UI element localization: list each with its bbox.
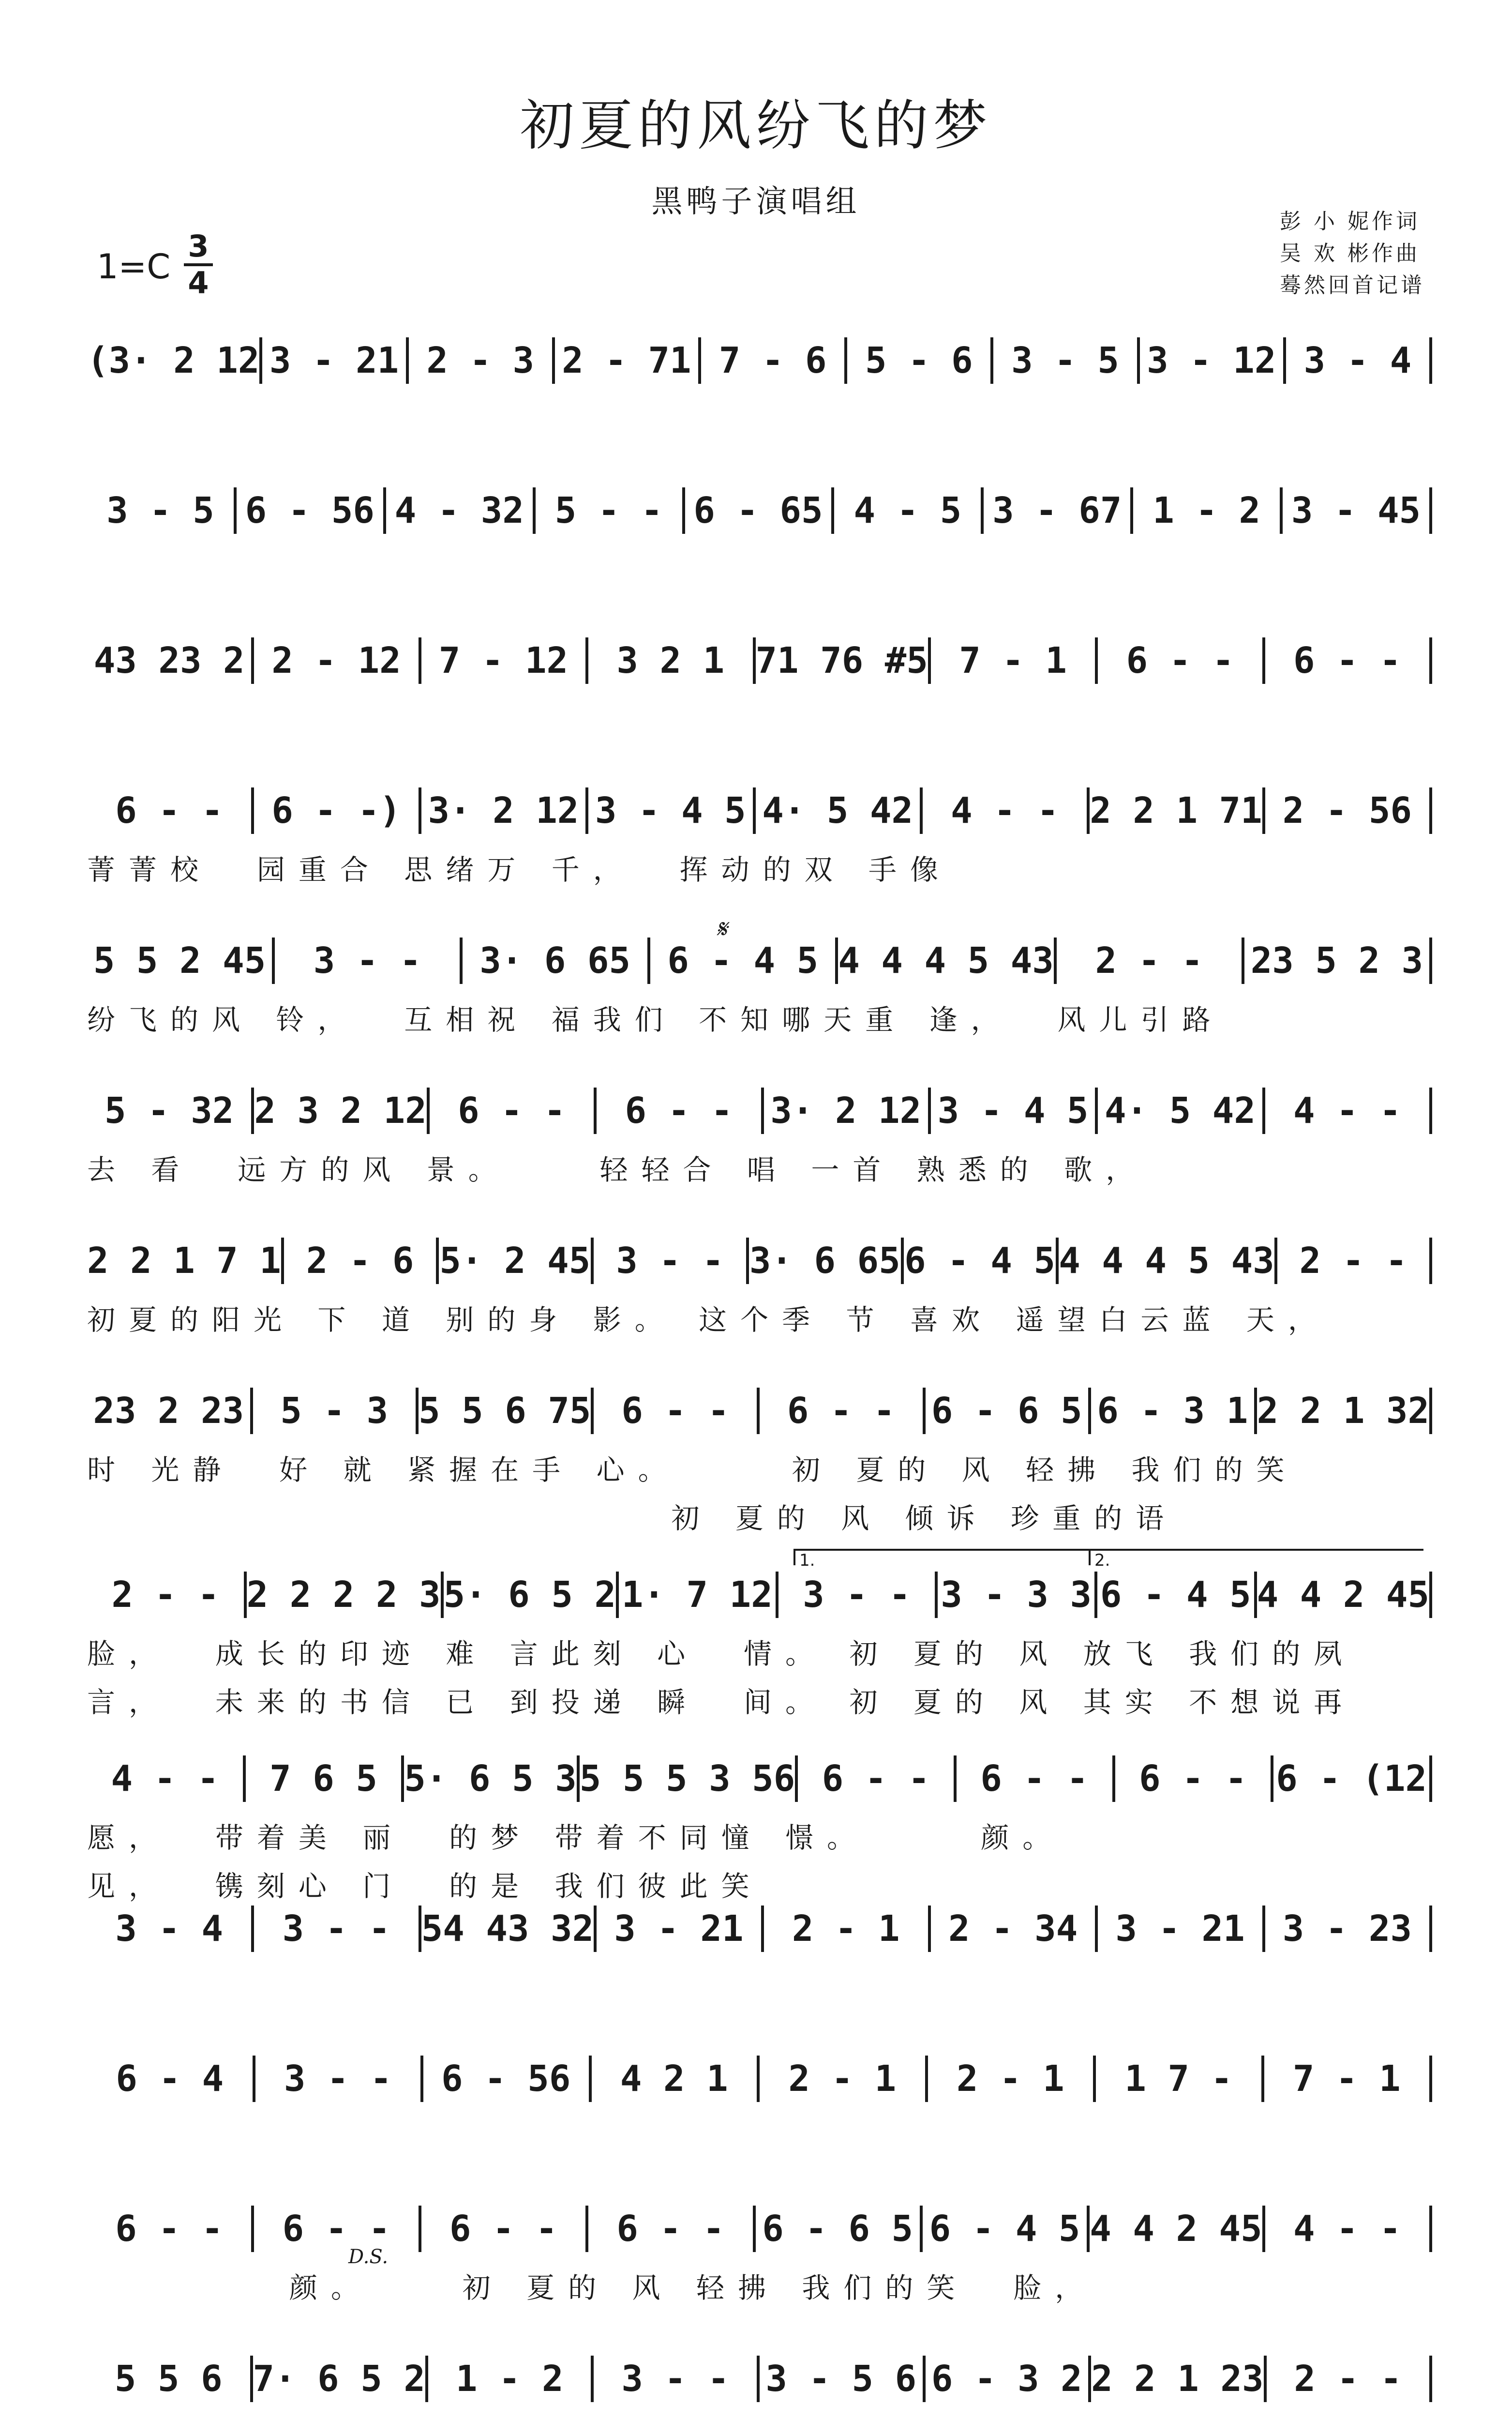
measure: 5 - -: [554, 490, 663, 531]
notation-line: [87, 1084, 1432, 1137]
measure: 2 - -: [1294, 2358, 1402, 2400]
measure: 6 - -: [616, 2208, 725, 2250]
measure: 2 2 1 7 1: [87, 1240, 281, 1282]
measure: 2 - -: [1095, 940, 1203, 982]
measure: 6 - 56: [441, 2058, 571, 2100]
measure: 1 7 -: [1124, 2058, 1233, 2100]
notation-line: [87, 1902, 1432, 1955]
notation-line: [87, 934, 1432, 987]
measure: 3 - 5: [106, 490, 214, 531]
lyric-line: 去 看 远方的风 景。 轻轻合 唱 一首 熟悉的 歌，: [87, 1153, 1148, 1186]
measure: 5· 6 5 2: [443, 1574, 616, 1616]
lyric-line: [87, 2415, 1432, 2420]
measure: 2 - 71: [562, 340, 691, 381]
barline: [1429, 637, 1432, 684]
measure: 3 - -: [803, 1574, 911, 1616]
notation-line: [87, 334, 1432, 387]
measure: 3 - 21: [269, 340, 399, 381]
barline: [1429, 1388, 1432, 1434]
lyricist-credit: 彭 小 妮作词: [1280, 209, 1420, 234]
measure: 4 4 2 45: [1090, 2208, 1262, 2250]
lyric-line: 菁菁校 园重合 思绪万 千， 挥动的双 手像: [87, 853, 952, 886]
measure: 4· 5 42: [762, 790, 913, 832]
measure: 6 - -: [980, 1758, 1089, 1800]
measure: 4 - -: [1293, 1090, 1401, 1132]
measure: 6 - 4 5: [904, 1240, 1056, 1282]
measure: 2 - 6: [306, 1240, 414, 1282]
notation-line: [87, 484, 1432, 537]
measure: 6 - -: [458, 1090, 566, 1132]
measure: 6 - -: [1139, 1758, 1247, 1800]
measure: 5 5 2 45: [93, 940, 266, 982]
notation-line: [87, 2202, 1432, 2255]
transcriber-credit: 蓦然回首记谱: [1280, 273, 1425, 298]
measure: 3 - 21: [1115, 1908, 1245, 1950]
measure: 3 - 4 5: [595, 790, 746, 832]
notation-line: [87, 1384, 1432, 1437]
measure: 54 43 32: [421, 1908, 594, 1950]
notation-line: [87, 2052, 1432, 2105]
measure: 6 - 6 5: [762, 2208, 913, 2250]
time-denominator: 4: [188, 265, 209, 301]
measure: 7 - 12: [438, 640, 569, 681]
measure: 2 - 1: [788, 2058, 897, 2100]
measure: 2 - -: [111, 1574, 220, 1616]
measure: 2 3 2 12: [254, 1090, 427, 1132]
measure: 3 - -: [282, 1908, 390, 1950]
notation-line: [87, 1568, 1432, 1621]
measure: 4 - 5: [853, 490, 962, 531]
barline: [1429, 2206, 1432, 2252]
measure: 2 2 1 23: [1091, 2358, 1264, 2400]
measure: 23 2 23: [93, 1390, 244, 1432]
time-numerator: 3: [184, 231, 213, 266]
measure: 6 - -: [1293, 640, 1401, 681]
barline: [1429, 2056, 1432, 2102]
lyric-line: 纷飞的风 铃， 互相祝 福我们 不知哪天重 逢， 风儿引路: [87, 1003, 1224, 1036]
measure: 5· 2 45: [439, 1240, 591, 1282]
measure: 2 - 1: [792, 1908, 900, 1950]
measure: 3 - 12: [1147, 340, 1276, 381]
time-signature: [184, 228, 213, 301]
performer: 黑鸭子演唱组: [651, 184, 861, 220]
lyric-line: 愿， 带着美 丽 的梦 带着不同憧 憬。 颜。: [87, 1821, 1064, 1854]
measure: 3 - -: [621, 2358, 730, 2400]
measure: 1 - 2: [455, 2358, 564, 2400]
key-signature: 1=C: [97, 247, 171, 287]
measure: 2 - 1: [956, 2058, 1064, 2100]
barline: [1429, 2356, 1432, 2402]
measure: 6 - -: [625, 1090, 733, 1132]
measure: 6 - 4 5: [1100, 1574, 1251, 1616]
measure: 5 5 6: [114, 2358, 223, 2400]
measure: 2 - 34: [948, 1908, 1078, 1950]
measure: 5 - 6: [865, 340, 973, 381]
measure: 3 - 5 6: [765, 2358, 917, 2400]
measure: 1· 7 12: [621, 1574, 773, 1616]
lyric-line: 颜。 初 夏的 风 轻拂 我们的笑 脸，: [87, 2271, 1097, 2304]
measure: 6 - 6 5: [931, 1390, 1082, 1432]
barline: [1429, 1572, 1432, 1618]
measure: 23 5 2 3: [1250, 940, 1423, 982]
measure: 2 2 2 2 3: [246, 1574, 441, 1616]
measure: 3 - 4 5: [937, 1090, 1089, 1132]
ds-mark: D.S.: [348, 2246, 389, 2268]
measure: 5· 6 5 3: [404, 1758, 577, 1800]
notation-line: [87, 1752, 1432, 1805]
measure: 7 - 1: [1292, 2058, 1401, 2100]
measure: 7 - 1: [959, 640, 1067, 681]
measure: 43 23 2: [93, 640, 245, 681]
lyric-line: 初 夏的 风 倾诉 珍重的语: [87, 1502, 1178, 1535]
measure: 6 - -: [621, 1390, 730, 1432]
measure: 4· 5 42: [1105, 1090, 1256, 1132]
measure: 6 - -: [787, 1390, 895, 1432]
measure: 3· 2 12: [770, 1090, 922, 1132]
composer-credit: 吴 欢 彬作曲: [1280, 241, 1420, 266]
measure: 3 - 4: [115, 1908, 224, 1950]
measure: 3 - 5: [1011, 340, 1119, 381]
measure: 5 5 5 3 56: [579, 1758, 795, 1800]
measure: 4 4 2 45: [1257, 1574, 1430, 1616]
measure: 3 - -: [313, 940, 421, 982]
measure: 7 6 5: [269, 1758, 377, 1800]
lyric-line: 时 光静 好 就 紧握在手 心。 初 夏的 风 轻拂 我们的笑: [87, 1453, 1298, 1486]
measure: 4 2 1: [620, 2058, 728, 2100]
measure: 6 - 4: [116, 2058, 224, 2100]
measure: 6 - 4 5: [929, 2208, 1080, 2250]
measure: 6 - 3 1: [1097, 1390, 1248, 1432]
measure: 4 4 4 5 43: [838, 940, 1054, 982]
measure: 7 - 6: [719, 340, 827, 381]
measure: 6 - 56: [245, 490, 374, 531]
measure: 6 - 3 2: [931, 2358, 1082, 2400]
measure: 6 - -): [271, 790, 401, 832]
barline: [1429, 487, 1432, 534]
song-title: 初夏的风纷飞的梦: [520, 94, 992, 157]
measure: 3· 6 65: [479, 940, 631, 982]
measure: 6 - 4 5: [667, 940, 819, 982]
volta-1: 1.: [793, 1549, 1099, 1565]
measure: 5 5 6 75: [419, 1390, 591, 1432]
measure: 3· 2 12: [428, 790, 579, 832]
lyric-line: 初夏的阳光 下 道 别的身 影。 这个季 节 喜欢 遥望白云蓝 天，: [87, 1303, 1330, 1336]
lyric-line: 脸， 成长的印迹 难 言此刻 心 情。 初 夏的 风 放飞 我们的夙: [87, 1637, 1356, 1670]
measure: 3 - 45: [1291, 490, 1421, 531]
measure: 3 - 67: [992, 490, 1122, 531]
measure: 3· 6 65: [749, 1240, 900, 1282]
notation-line: [87, 634, 1432, 687]
segno-mark: 𝄋: [716, 915, 727, 944]
measure: 6 - -: [282, 2208, 390, 2250]
measure: 71 76 #5: [755, 640, 928, 681]
measure: 6 - -: [115, 790, 224, 832]
measure: 3 - -: [284, 2058, 392, 2100]
measure: 6 - -: [449, 2208, 557, 2250]
measure: 3 - 4: [1303, 340, 1412, 381]
measure: 4 - 32: [394, 490, 524, 531]
barline: [1429, 1088, 1432, 1134]
measure: 6 - -: [115, 2208, 224, 2250]
lyric-line: 见， 镌刻心 门 的是 我们彼此笑: [87, 1870, 763, 1903]
measure: 4 - -: [1293, 2208, 1401, 2250]
measure: 2 - 3: [426, 340, 535, 381]
lyric-line: 言， 未来的书信 已 到投递 瞬 间。 初 夏的 风 其实 不想说再: [87, 1686, 1356, 1719]
notation-line: [87, 1234, 1432, 1287]
measure: 6 - (12: [1276, 1758, 1427, 1800]
measure: 2 - 12: [271, 640, 401, 681]
measure: 3 - 23: [1282, 1908, 1412, 1950]
measure: 2 2 1 32: [1257, 1390, 1430, 1432]
measure: 3 2 1: [616, 640, 725, 681]
measure: 2 2 1 71: [1090, 790, 1262, 832]
measure: 5 - 32: [105, 1090, 234, 1132]
barline: [1429, 1755, 1432, 1802]
measure: 2 - 56: [1282, 790, 1412, 832]
measure: 6 - -: [1126, 640, 1234, 681]
measure: 3 - -: [616, 1240, 724, 1282]
barline: [1429, 337, 1432, 384]
measure: (3· 2 12: [87, 340, 260, 381]
barline: [1429, 787, 1432, 834]
measure: 4 4 4 5 43: [1059, 1240, 1274, 1282]
measure: 3 - 3 3: [941, 1574, 1092, 1616]
measure: 6 - -: [822, 1758, 930, 1800]
measure: 6 - 65: [693, 490, 823, 531]
measure: 3 - 21: [614, 1908, 744, 1950]
measure: 5 - 3: [280, 1390, 389, 1432]
notation-line: [87, 784, 1432, 837]
measure: 4 - -: [111, 1758, 219, 1800]
notation-line: [87, 2352, 1432, 2405]
measure: 4 - -: [951, 790, 1059, 832]
volta-2: 2.: [1089, 1549, 1423, 1565]
credits-block: [1280, 206, 1425, 302]
measure: 2 - -: [1299, 1240, 1407, 1282]
barline: [1429, 938, 1432, 984]
barline: [1429, 1238, 1432, 1284]
measure: 1 - 2: [1153, 490, 1261, 531]
barline: [1429, 1906, 1432, 1952]
measure: 7· 6 5 2: [253, 2358, 425, 2400]
